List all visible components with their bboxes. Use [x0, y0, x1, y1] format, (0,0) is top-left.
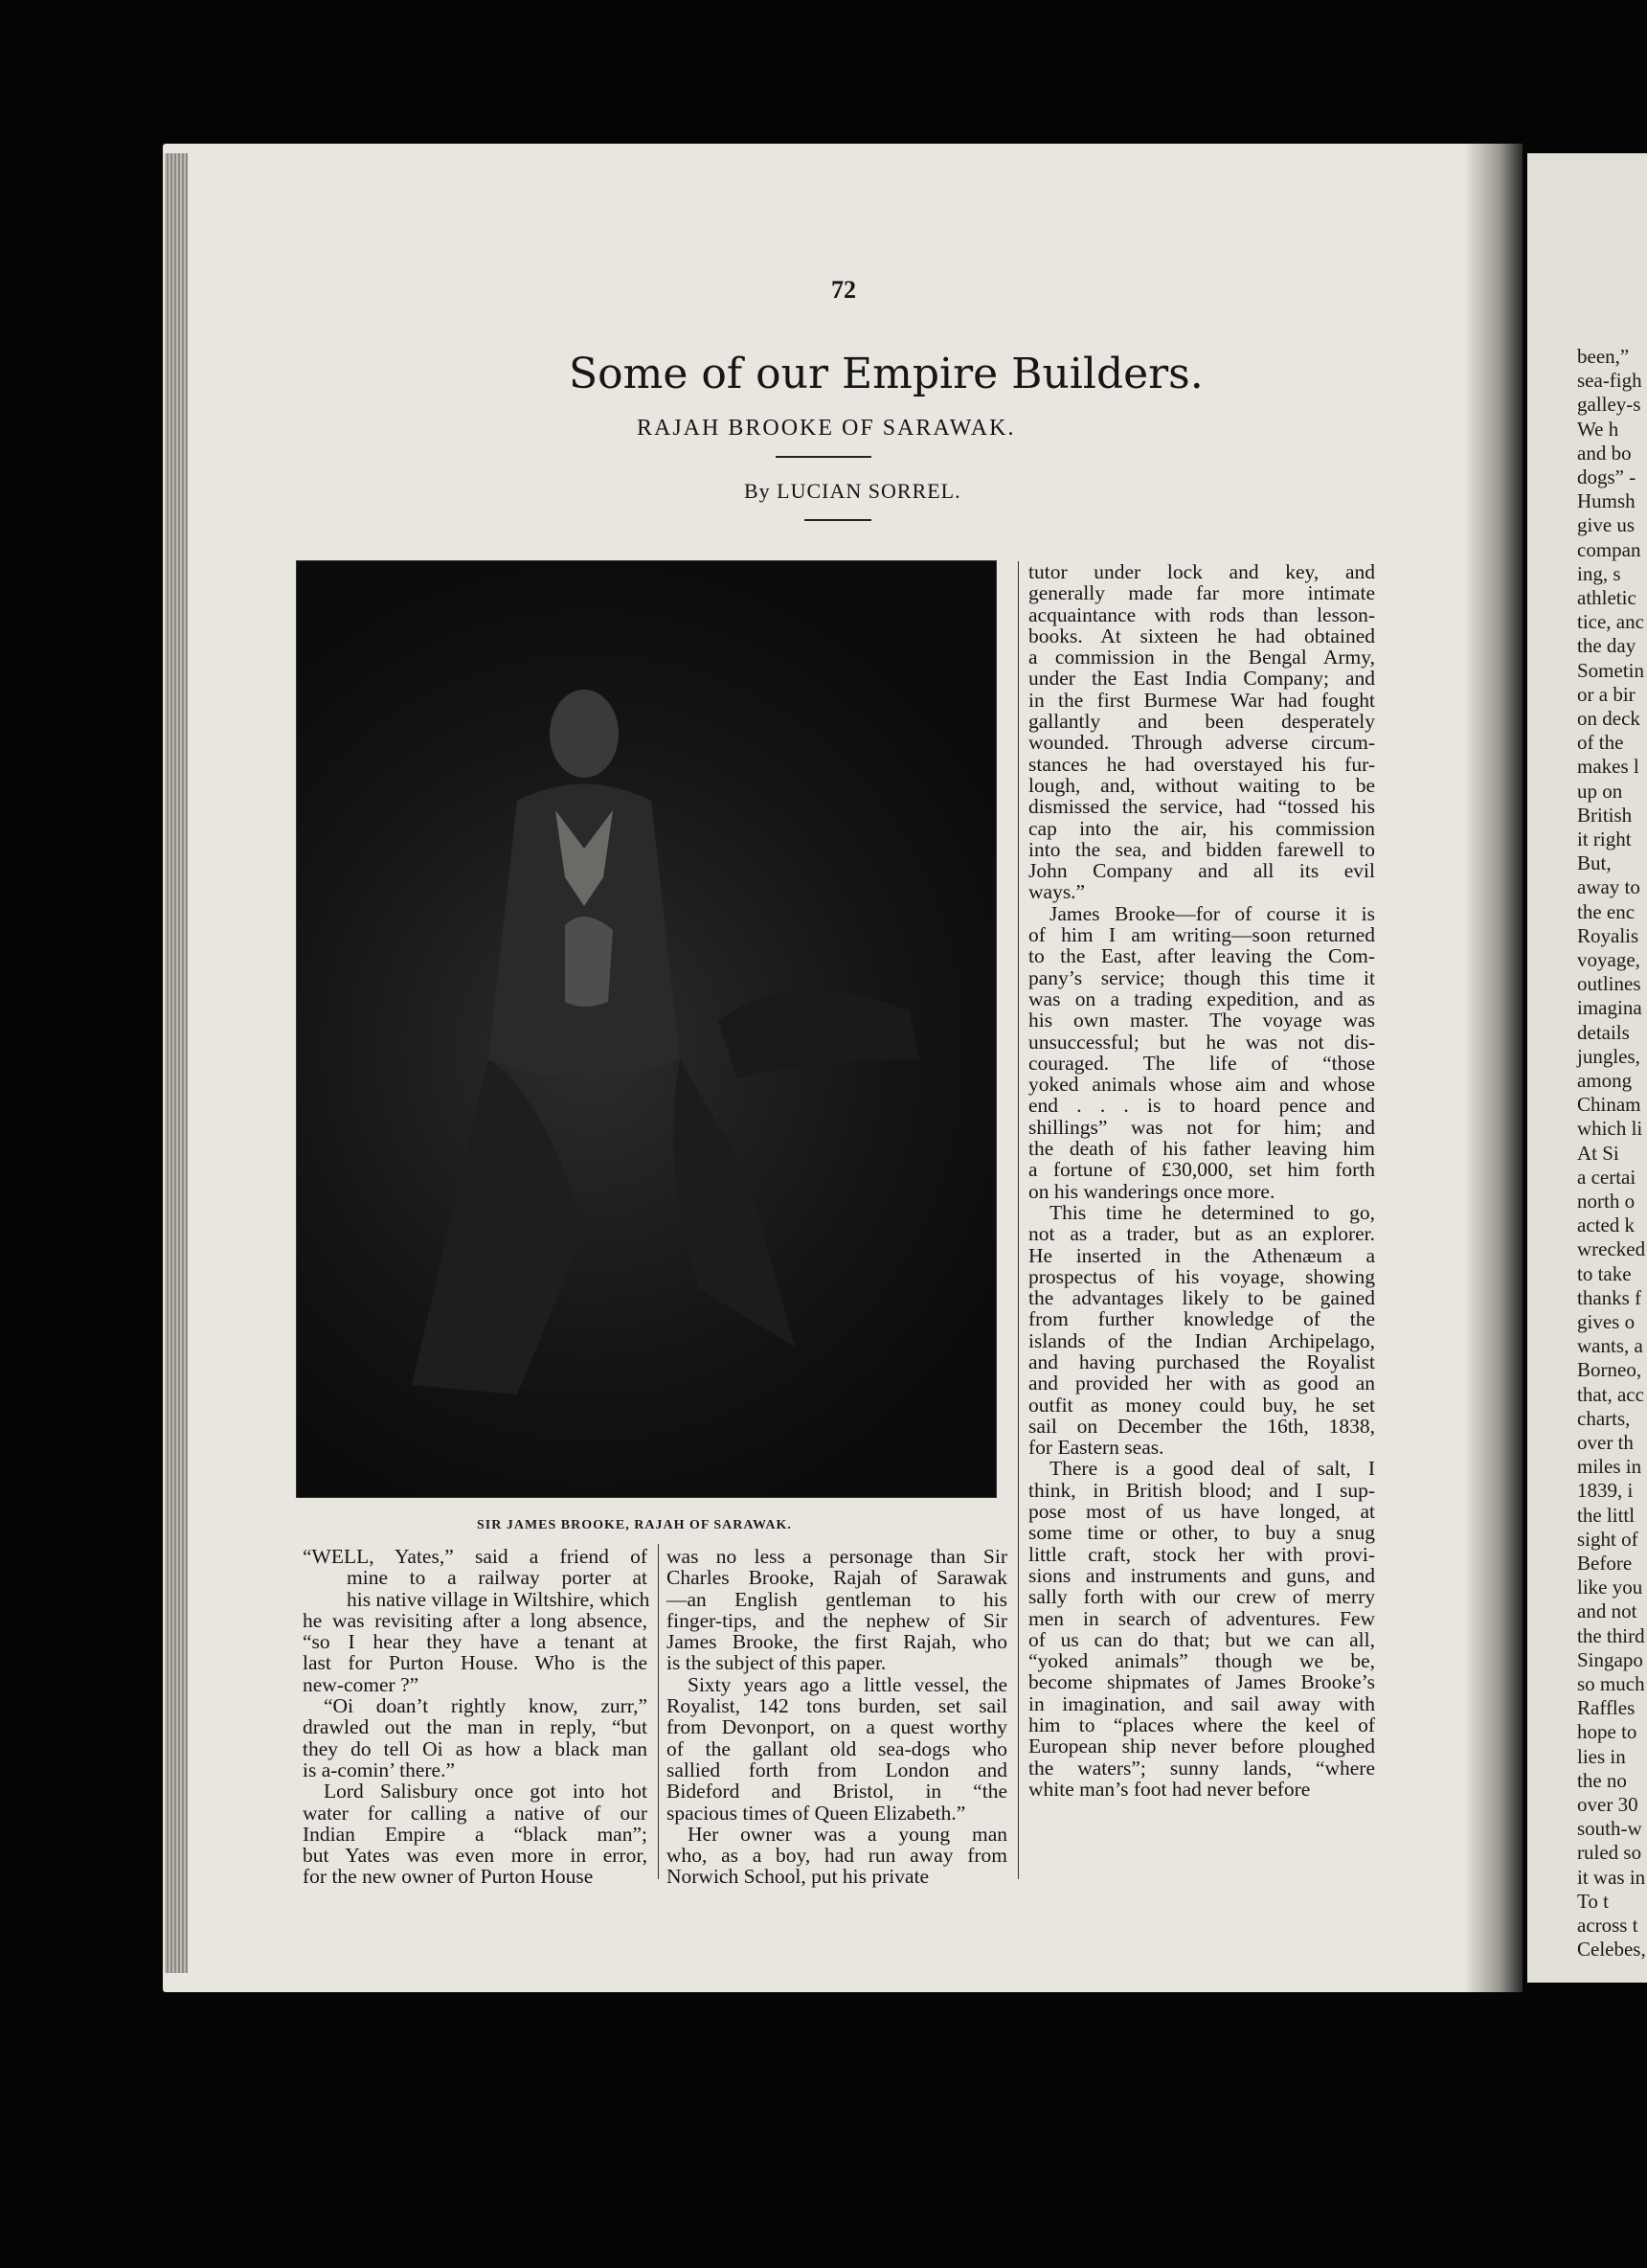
text-line: James Brooke, the first Rajah, who — [666, 1630, 1007, 1654]
text-line: Indian Empire a “black man”; — [303, 1822, 647, 1846]
text-line: yoked animals whose aim and whose — [1028, 1073, 1375, 1097]
right-page-line: Singapo — [1577, 1647, 1643, 1671]
right-page-line: dogs” - — [1577, 465, 1636, 488]
right-page-line: compan — [1577, 537, 1641, 561]
right-page-line: Royalis — [1577, 923, 1639, 947]
text-line: generally made far more intimate — [1028, 581, 1375, 605]
text-line: to the East, after leaving the Com- — [1028, 944, 1375, 968]
text-line: There is a good deal of salt, I — [1049, 1457, 1375, 1481]
right-page-line: We h — [1577, 417, 1619, 441]
text-line: last for Purton House. Who is the — [303, 1651, 647, 1675]
right-page-line: voyage, — [1577, 948, 1640, 971]
text-line: acquaintance with rods than lesson- — [1028, 602, 1375, 626]
column-rule-1 — [658, 1544, 659, 1879]
text-line: of the gallant old sea-dogs who — [666, 1736, 1007, 1760]
right-page-line: away to — [1577, 875, 1640, 899]
right-page-line: ing, s — [1577, 561, 1621, 585]
text-line: of us can do that; but we can all, — [1028, 1627, 1375, 1651]
photo-caption: SIR JAMES BROOKE, RAJAH OF SARAWAK. — [477, 1518, 792, 1532]
text-line: James Brooke—for of course it is — [1049, 901, 1375, 925]
text-line: he was revisiting after a long absence, — [303, 1608, 647, 1632]
right-page-line: the no — [1577, 1768, 1627, 1792]
right-page-line: it was in — [1577, 1865, 1646, 1889]
page-number: 72 — [831, 276, 856, 304]
text-line: sions and instruments and guns, and — [1028, 1563, 1375, 1587]
right-page-line: hope to — [1577, 1720, 1637, 1744]
text-line: a fortune of £30,000, set him forth — [1028, 1158, 1375, 1182]
right-page-line: over 30 — [1577, 1793, 1638, 1816]
right-page-line: like you — [1577, 1576, 1643, 1599]
text-line: Sixty years ago a little vessel, the — [688, 1672, 1007, 1696]
text-line: wounded. Through adverse circum- — [1028, 731, 1375, 755]
text-line: Bideford and Bristol, in “the — [666, 1780, 1007, 1803]
text-column-3 — [1028, 561, 1375, 1800]
right-page-line: But, — [1577, 851, 1612, 875]
text-line: under the East India Company; and — [1028, 667, 1375, 691]
right-page-line: which li — [1577, 1117, 1643, 1141]
text-line: —an English gentleman to his — [666, 1587, 1007, 1611]
text-line: lough, and, without waiting to be — [1028, 773, 1375, 797]
text-line: a commission in the Bengal Army, — [1028, 646, 1375, 669]
right-page-line: British — [1577, 803, 1633, 827]
right-page-line: imagina — [1577, 996, 1642, 1020]
text-line: Royalist, 142 tons burden, set sail — [666, 1694, 1007, 1718]
text-line: and provided her with as good an — [1028, 1372, 1375, 1395]
right-page-line: gives o — [1577, 1310, 1636, 1333]
right-page-line: up on — [1577, 779, 1623, 803]
text-line: pany’s service; though this time it — [1028, 965, 1375, 989]
right-page-line: on deck — [1577, 707, 1640, 730]
column-rule-2 — [1018, 561, 1019, 1879]
text-line: islands of the Indian Archipelago, — [1028, 1328, 1375, 1352]
text-line: in imagination, and sail away with — [1028, 1691, 1375, 1715]
right-page-line: sea-figh — [1577, 369, 1642, 393]
right-page-line: outlines — [1577, 972, 1641, 996]
text-line: into the sea, and bidden farewell to — [1028, 837, 1375, 861]
right-page-line: over th — [1577, 1431, 1634, 1454]
text-line: ways.” — [1028, 880, 1086, 904]
text-line: they do tell Oi as how a black man — [303, 1736, 647, 1760]
portrait-photograph — [296, 560, 997, 1498]
right-page-line: Celebes, — [1577, 1938, 1646, 1962]
text-line: new-comer ?” — [303, 1672, 419, 1696]
text-line: pose most of us have longed, at — [1028, 1500, 1375, 1524]
right-page-fragment — [1527, 153, 1647, 1983]
text-line: from Devonport, on a quest worthy — [666, 1715, 1007, 1739]
text-line: This time he determined to go, — [1049, 1200, 1375, 1224]
right-page-line: a certai — [1577, 1165, 1636, 1189]
text-line: his own master. The voyage was — [1028, 1009, 1375, 1032]
article-title: Some of our Empire Builders. — [569, 350, 1204, 398]
right-page-line: the enc — [1577, 899, 1636, 923]
right-page-line: Sometin — [1577, 658, 1645, 682]
text-line: not as a trader, but as an explorer. — [1028, 1222, 1375, 1246]
text-column-2 — [666, 1546, 1007, 1888]
right-page-line: athletic — [1577, 586, 1636, 609]
text-column-1 — [303, 1545, 650, 1889]
right-page-line: galley-s — [1577, 393, 1641, 417]
text-line: Charles Brooke, Rajah of Sarawak — [666, 1566, 1007, 1590]
text-line: drawled out the man in reply, “but — [303, 1715, 647, 1739]
text-line: become shipmates of James Brooke’s — [1028, 1670, 1375, 1694]
text-line: some time or other, to buy a snug — [1028, 1521, 1375, 1545]
text-line: “WELL, Yates,” said a friend of — [303, 1545, 647, 1568]
text-line: for the new owner of Purton House — [303, 1865, 594, 1889]
portrait-figure-icon — [297, 561, 996, 1497]
text-line: couraged. The life of “those — [1028, 1051, 1375, 1075]
right-page-line: and bo — [1577, 441, 1632, 465]
text-line: cap into the air, his commission — [1028, 816, 1375, 840]
right-page-line: north o — [1577, 1190, 1636, 1213]
text-line: men in search of adventures. Few — [1028, 1606, 1375, 1630]
text-line: white man’s foot had never before — [1028, 1777, 1311, 1801]
right-page-line: it right — [1577, 828, 1632, 850]
text-line: sail on December the 16th, 1838, — [1028, 1414, 1375, 1438]
text-line: “so I hear they have a tenant at — [303, 1630, 647, 1654]
text-line: for Eastern seas. — [1028, 1436, 1164, 1460]
right-page-line: been,” — [1577, 345, 1630, 368]
text-line: think, in British blood; and I sup- — [1028, 1478, 1375, 1502]
text-line: shillings” was not for him; and — [1028, 1115, 1375, 1139]
text-line: outfit as money could buy, he set — [1028, 1393, 1375, 1417]
text-line: dismissed the service, had “tossed his — [1028, 795, 1375, 819]
text-line: of him I am writing—soon returned — [1028, 923, 1375, 947]
right-page-line: the littl — [1577, 1503, 1636, 1527]
text-line: stances he had overstayed his fur- — [1028, 752, 1375, 776]
right-page-line: give us — [1577, 513, 1636, 537]
right-page-line: lies in — [1577, 1744, 1626, 1768]
right-page-line: among — [1577, 1069, 1633, 1092]
text-line: on his wanderings once more. — [1028, 1179, 1275, 1203]
right-page-line: to take — [1577, 1261, 1632, 1285]
text-line: Norwich School, put his private — [666, 1865, 930, 1889]
right-page-line: acted k — [1577, 1213, 1636, 1237]
text-line: is a-comin’ there.” — [303, 1758, 455, 1781]
text-line: Her owner was a young man — [688, 1822, 1007, 1846]
right-page-line: Chinam — [1577, 1093, 1641, 1117]
text-line: books. At sixteen he had obtained — [1028, 624, 1375, 647]
text-line: is the subject of this paper. — [666, 1651, 887, 1675]
text-line: who, as a boy, had run away from — [666, 1844, 1007, 1868]
right-page-line: details — [1577, 1020, 1630, 1044]
article-subtitle: RAJAH BROOKE OF SARAWAK. — [637, 416, 1016, 441]
text-line: was on a trading expedition, and as — [1028, 987, 1375, 1010]
right-page-line: and not — [1577, 1599, 1637, 1623]
text-line: John Company and all its evil — [1028, 859, 1375, 883]
right-page-line: so much — [1577, 1672, 1645, 1695]
right-page-line: Borneo, — [1577, 1358, 1642, 1382]
right-page-line: south-w — [1577, 1817, 1642, 1841]
text-line: the waters”; sunny lands, “where — [1028, 1756, 1375, 1780]
text-line: the advantages likely to be gained — [1028, 1286, 1375, 1310]
text-line: spacious times of Queen Elizabeth.” — [666, 1801, 966, 1825]
right-page-line: At Si — [1577, 1141, 1619, 1165]
right-page-line: the day — [1577, 634, 1636, 658]
right-page-line: Humsh — [1577, 489, 1636, 513]
right-page-line: tice, anc — [1577, 610, 1644, 634]
right-page-line: 1839, i — [1577, 1479, 1634, 1503]
title-rule — [776, 456, 871, 458]
byline: By LUCIAN SORREL. — [744, 479, 961, 503]
text-line: He inserted in the Athenæum a — [1028, 1243, 1375, 1267]
text-line: was no less a personage than Sir — [666, 1545, 1007, 1568]
text-line: but Yates was even more in error, — [303, 1844, 647, 1868]
text-line: and having purchased the Royalist — [1028, 1349, 1375, 1373]
right-page-line: To t — [1577, 1889, 1609, 1913]
right-page-line: across t — [1577, 1914, 1638, 1937]
text-line: from further knowledge of the — [1028, 1307, 1375, 1331]
right-page-line: wrecked — [1577, 1237, 1646, 1261]
right-page-line: thanks f — [1577, 1285, 1642, 1309]
right-page-line: the third — [1577, 1623, 1645, 1647]
text-line: little craft, stock her with provi- — [1028, 1542, 1375, 1566]
text-line: Lord Salisbury once got into hot — [324, 1780, 647, 1803]
text-line: unsuccessful; but he was not dis- — [1028, 1030, 1375, 1054]
text-line: sallied forth from London and — [666, 1758, 1007, 1781]
text-line: him to “places where the keel of — [1028, 1713, 1375, 1737]
text-line: end . . . is to hoard pence and — [1028, 1094, 1375, 1118]
text-line: mine to a railway porter at — [347, 1566, 647, 1590]
text-line: in the first Burmese War had fought — [1028, 688, 1375, 712]
byline-rule — [804, 519, 871, 521]
right-page-line: jungles, — [1577, 1044, 1640, 1068]
text-line: finger-tips, and the nephew of Sir — [666, 1608, 1007, 1632]
text-line: sally forth with our crew of merry — [1028, 1585, 1375, 1609]
right-page-line: Raffles — [1577, 1696, 1636, 1720]
text-line: tutor under lock and key, and — [1028, 560, 1375, 583]
text-line: prospectus of his voyage, showing — [1028, 1264, 1375, 1288]
text-line: water for calling a native of our — [303, 1801, 647, 1825]
right-page-line: that, acc — [1577, 1382, 1644, 1406]
text-line: European ship never before ploughed — [1028, 1735, 1375, 1758]
right-page-line: ruled so — [1577, 1841, 1642, 1865]
right-page-line: miles in — [1577, 1455, 1642, 1479]
text-line: the death of his father leaving him — [1028, 1137, 1375, 1161]
right-page-line: sight of — [1577, 1527, 1638, 1551]
right-page-line: of the — [1577, 731, 1624, 755]
text-line: “Oi doan’t rightly know, zurr,” — [324, 1694, 647, 1718]
text-line: “yoked animals” though we be, — [1028, 1649, 1375, 1673]
text-line: his native village in Wiltshire, which — [347, 1587, 650, 1611]
right-page-line: charts, — [1577, 1406, 1631, 1430]
text-line: gallantly and been desperately — [1028, 710, 1375, 734]
right-page-line: wants, a — [1577, 1334, 1643, 1358]
book-gutter — [1465, 144, 1523, 1992]
right-page-line: makes l — [1577, 755, 1639, 779]
right-page-line: or a bir — [1577, 682, 1636, 706]
page-edge-stack — [165, 153, 188, 1973]
right-page-line: Before — [1577, 1552, 1633, 1575]
